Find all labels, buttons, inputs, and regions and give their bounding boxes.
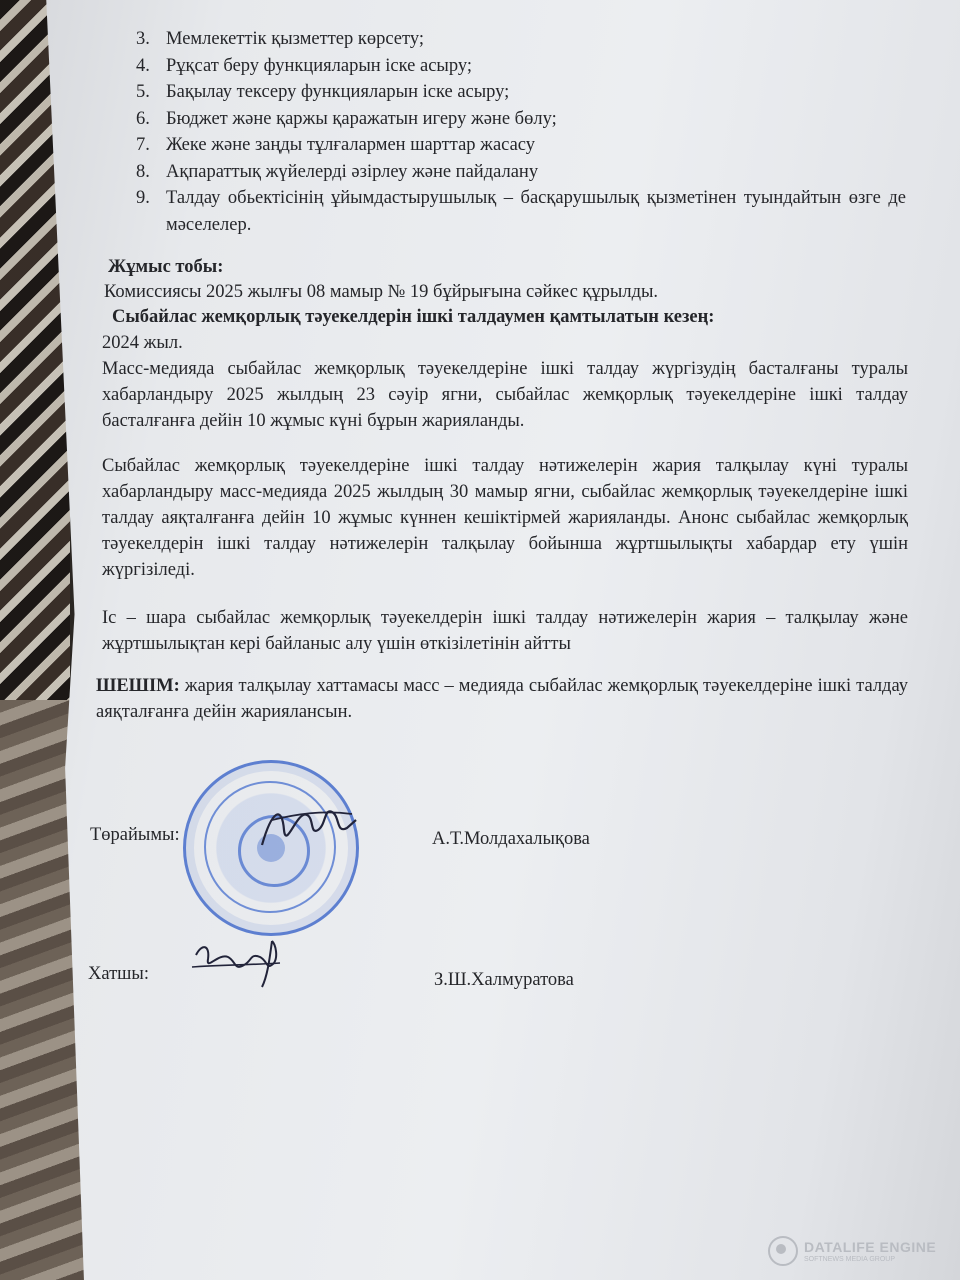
paragraph-announcement-start: Масс-медияда сыбайлас жемқорлық тәуекелдеріне ішкі талдау жүргізудің басталғаны туралы хабарландыру 2025 жылдың 23 сәуір ягни, сыбайлас жемқорлық тәуекелдеріне ішкі талдау басталғанға дейін 10 жұмыс күні бұрын жарияланды. xyxy=(102,359,908,431)
chair-name: А.Т.Молдахалықова xyxy=(432,829,590,849)
numbered-list xyxy=(136,26,906,238)
list-item: 6. Бюджет және қаржы қаражатын игеру және бөлу; xyxy=(136,108,557,129)
period-heading: Сыбайлас жемқорлық тәуекелдерін ішкі талдаумен қамтылатын кезең: xyxy=(112,307,715,327)
secretary-name: З.Ш.Халмуратова xyxy=(434,970,574,990)
site-watermark xyxy=(768,1236,936,1266)
watermark-title: DATALIFE ENGINE xyxy=(804,1238,937,1255)
paragraph-announcement-discussion: Сыбайлас жемқорлық тәуекелдеріне ішкі талдау нәтижелерін жария талқылау күні туралы хабарландыру масс-медияда 2025 жылдың 30 мамыр ягни, сыбайлас жемқорлық тәуекелдеріне ішкі талдау аяқталғанға дейін 10 жұмыс күннен кешіктірмей жарияланды. Анонс сыбайлас жемқорлық тәуекелдерін ішкі талдау нәтижелерін талқылау бойынша жұртшылықты хабардар ету үшін жүргізіледі. xyxy=(102,456,908,580)
list-item: 7. Жеке және заңды тұлғалармен шарттар жасасу xyxy=(136,135,536,155)
list-item: 3. Мемлекеттік қызметтер көрсету; xyxy=(136,29,424,49)
list-item: 4. Рұқсат беру функцияларын іске асыру; xyxy=(136,55,473,76)
list-item: 8. Ақпараттық жүйелерді әзірлеу және пайдалану xyxy=(136,161,539,182)
period-value: 2024 жыл. xyxy=(102,333,183,353)
secretary-label: Хатшы: xyxy=(88,964,149,984)
working-group-heading: Жұмыс тобы: xyxy=(108,257,224,277)
working-group-text: Комиссиясы 2025 жылғы 08 мамыр № 19 бұйрығына сәйкес құрылды. xyxy=(104,282,659,302)
paragraph-event: Іс – шара сыбайлас жемқорлық тәуекелдерін ішкі талдау нәтижелерін жария – талқылау және жұртшылықтан кері байланыс алу үшін өткізілетінін айтты xyxy=(102,608,908,654)
secretary-signature xyxy=(188,935,288,990)
list-item: 9. Талдау обьектісінің ұйымдастырушылық – басқарушылық қызметінен туындайтын өзге де мәселелер. xyxy=(136,188,906,235)
decision-label: ШЕШІМ: xyxy=(96,676,180,696)
decision-text: жария талқылау хаттамасы масс – медияда сыбайлас жемқорлық тәуекелдеріне ішкі талдау аяқталғанға дейін жариялансын. xyxy=(96,676,908,722)
chair-label: Төрайымы: xyxy=(90,825,180,845)
datalife-logo-icon xyxy=(768,1236,798,1266)
list-item: 5. Бақылау тексеру функцияларын іске асыру; xyxy=(136,82,510,102)
chair-signature xyxy=(252,790,362,860)
decision-paragraph xyxy=(96,673,908,725)
watermark-subtitle: SOFTNEWS MEDIA GROUP xyxy=(804,1255,896,1263)
